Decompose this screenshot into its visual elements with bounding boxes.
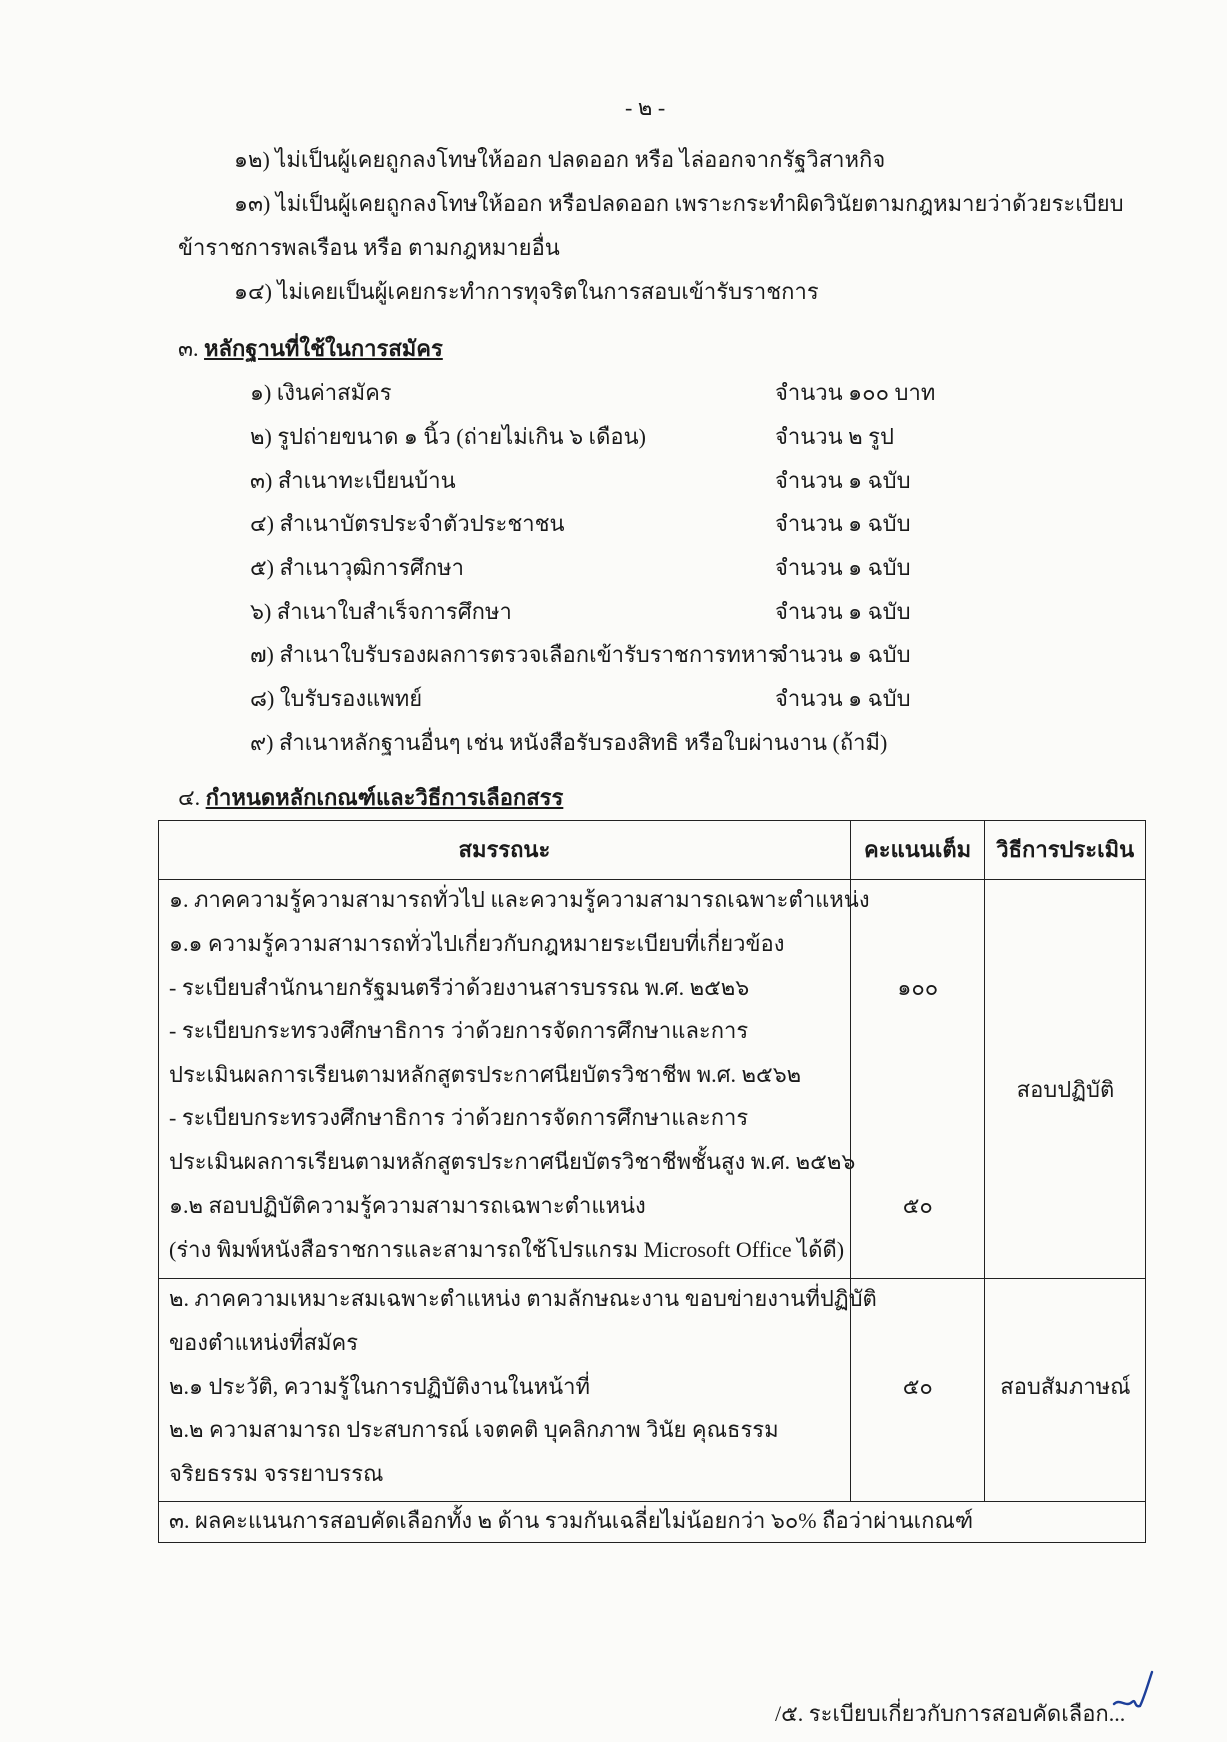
part1-line: ๑.๑ ความรู้ความสามารถทั่วไปเกี่ยวกับกฎหมายระเบียบที่เกี่ยวข้อง <box>169 931 785 956</box>
header-full-score: คะแนนเต็ม <box>850 821 985 880</box>
section3-heading <box>178 335 443 363</box>
part1-line: - ระเบียบกระทรวงศึกษาธิการ ว่าด้วยการจัดการศึกษาและการ <box>169 1105 749 1130</box>
part2-score: ๕๐ <box>902 1374 933 1399</box>
part1-score-practical: ๕๐ <box>902 1193 933 1218</box>
qualification-13: ๑๓) ไม่เป็นผู้เคยถูกลงโทษให้ออก หรือปลดออก เพราะกระทำผิดวินัยตามกฎหมายว่าด้วยระเบียบ <box>234 191 1124 216</box>
table-header-row <box>159 821 1146 880</box>
continuation-footer: /๕. ระเบียบเกี่ยวกับการสอบคัดเลือก... <box>775 1701 1126 1726</box>
doc-item-count: จำนวน ๒ รูป <box>775 424 894 449</box>
part2-cell <box>159 1279 877 1502</box>
doc-item-count: จำนวน ๑ ฉบับ <box>775 468 911 493</box>
doc-item-count: จำนวน ๑ ฉบับ <box>775 511 911 536</box>
part2-method-cell <box>985 1279 1146 1502</box>
section4-title: กำหนดหลักเกณฑ์และวิธีการเลือกสรร <box>205 785 564 810</box>
initial-signature-icon <box>1110 1668 1156 1714</box>
part1-line: ๑.๒ สอบปฏิบัติความรู้ความสามารถเฉพาะตำแหน่ง <box>169 1193 646 1218</box>
section3-number: ๓. <box>178 336 199 361</box>
doc-item-label: ๖) สำเนาใบสำเร็จการศึกษา <box>250 599 512 624</box>
part2-line: ๒.๒ ความสามารถ ประสบการณ์ เจตคติ บุคลิกภาพ วินัย คุณธรรม <box>169 1417 779 1442</box>
doc-item-count: จำนวน ๑ ฉบับ <box>775 686 911 711</box>
part2-line: ๒.๑ ประวัติ, ความรู้ในการปฏิบัติงานในหน้าที่ <box>169 1374 591 1399</box>
table-row <box>159 1279 1146 1502</box>
part1-line: - ระเบียบกระทรวงศึกษาธิการ ว่าด้วยการจัดการศึกษาและการ <box>169 1018 749 1043</box>
part1-line: ประเมินผลการเรียนตามหลักสูตรประกาศนียบัตรวิชาชีพชั้นสูง พ.ศ. ๒๕๒๖ <box>169 1149 856 1174</box>
part1-line: - ระเบียบสำนักนายกรัฐมนตรีว่าด้วยงานสารบรรณ พ.ศ. ๒๕๒๖ <box>169 975 750 1000</box>
criteria-table <box>158 820 1146 1543</box>
part1-method-cell <box>985 880 1146 1279</box>
doc-item-label: ๗) สำเนาใบรับรองผลการตรวจเลือกเข้ารับราชการทหาร <box>250 642 780 667</box>
doc-item-label: ๙) สำเนาหลักฐานอื่นๆ เช่น หนังสือรับรองสิทธิ หรือใบผ่านงาน (ถ้ามี) <box>250 730 888 755</box>
part1-cell <box>159 880 870 1279</box>
part2-score-cell <box>850 1279 985 1502</box>
part1-line: ๑. ภาคความรู้ความสามารถทั่วไป และความรู้ความสามารถเฉพาะตำแหน่ง <box>169 887 870 912</box>
table-row <box>159 880 1146 1279</box>
part1-score-general: ๑๐๐ <box>897 975 939 1000</box>
doc-item-label: ๑) เงินค่าสมัคร <box>250 380 392 405</box>
part2-method: สอบสัมภาษณ์ <box>1000 1374 1131 1399</box>
part1-line: (ร่าง พิมพ์หนังสือราชการและสามารถใช้โปรแกรม Microsoft Office ได้ดี) <box>169 1237 845 1262</box>
header-competency: สมรรถนะ <box>159 821 851 880</box>
doc-item-count: จำนวน ๑ ฉบับ <box>775 599 911 624</box>
doc-item-count: จำนวน ๑ ฉบับ <box>775 555 911 580</box>
header-method: วิธีการประเมิน <box>985 821 1146 880</box>
section4-heading <box>178 784 563 812</box>
part1-score-cell <box>850 880 985 1279</box>
qualification-12: ๑๒) ไม่เป็นผู้เคยถูกลงโทษให้ออก ปลดออก หรือ ไล่ออกจากรัฐวิสาหกิจ <box>234 147 886 172</box>
section3-title: หลักฐานที่ใช้ในการสมัคร <box>204 336 443 361</box>
page-number: - ๒ - <box>625 95 666 120</box>
part2-line: ๒. ภาคความเหมาะสมเฉพาะตำแหน่ง ตามลักษณะงาน ขอบข่ายงานที่ปฏิบัติ <box>169 1286 877 1311</box>
qualification-13-cont: ข้าราชการพลเรือน หรือ ตามกฎหมายอื่น <box>178 235 560 260</box>
doc-item-label: ๓) สำเนาทะเบียนบ้าน <box>250 468 456 493</box>
table-row <box>159 1502 1146 1543</box>
doc-item-count: จำนวน ๑ ฉบับ <box>775 642 911 667</box>
part2-line: ของตำแหน่งที่สมัคร <box>169 1330 359 1355</box>
doc-item-label: ๒) รูปถ่ายขนาด ๑ นิ้ว (ถ่ายไม่เกิน ๖ เดือน) <box>250 424 646 449</box>
part3-line: ๓. ผลคะแนนการสอบคัดเลือกทั้ง ๒ ด้าน รวมกันเฉลี่ยไม่น้อยกว่า ๖๐% ถือว่าผ่านเกณฑ์ <box>169 1508 974 1533</box>
section4-number: ๔. <box>178 785 201 810</box>
qualification-14: ๑๔) ไม่เคยเป็นผู้เคยกระทำการทุจริตในการสอบเข้ารับราชการ <box>234 279 819 304</box>
doc-item-label: ๔) สำเนาบัตรประจำตัวประชาชน <box>250 511 565 536</box>
doc-item-count: จำนวน ๑๐๐ บาท <box>775 380 936 405</box>
part2-line: จริยธรรม จรรยาบรรณ <box>169 1461 384 1486</box>
doc-item-label: ๘) ใบรับรองแพทย์ <box>250 686 423 711</box>
part1-line: ประเมินผลการเรียนตามหลักสูตรประกาศนียบัตรวิชาชีพ พ.ศ. ๒๕๖๒ <box>169 1062 802 1087</box>
part3-cell <box>159 1502 1146 1543</box>
part1-method: สอบปฏิบัติ <box>1016 1077 1115 1102</box>
doc-item-label: ๕) สำเนาวุฒิการศึกษา <box>250 555 465 580</box>
